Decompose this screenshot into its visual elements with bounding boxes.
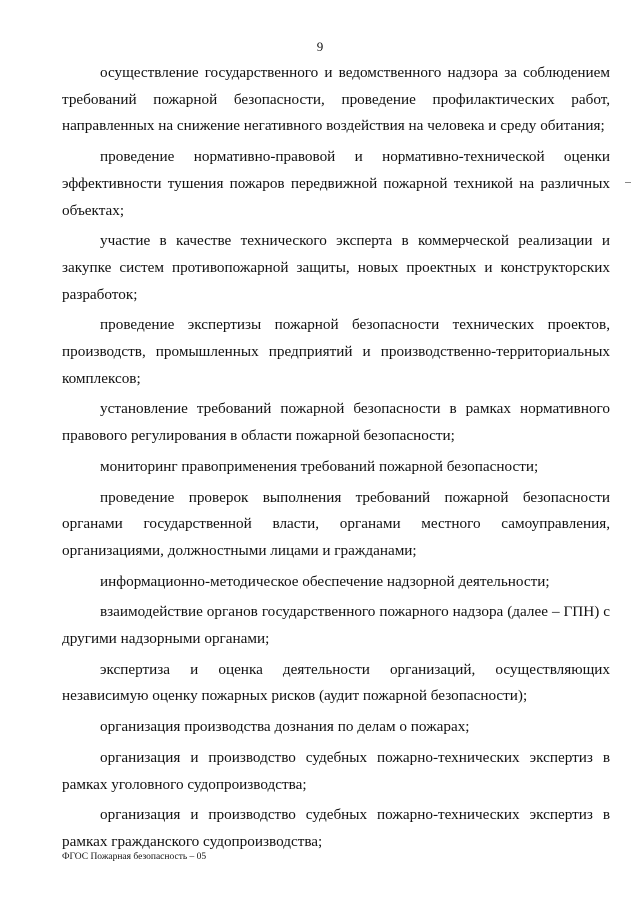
paragraph: организация производства дознания по делам о пожарах; bbox=[100, 718, 470, 736]
scan-edge-mark bbox=[625, 182, 631, 183]
page-footer: ФГОС Пожарная безопасность – 05 bbox=[62, 852, 207, 862]
paragraph: установление требований пожарной безопасности в рамках нормативного правового регулирования в области пожарной безопасности; bbox=[62, 400, 610, 445]
paragraph: осуществление государственного и ведомственного надзора за соблюдением требований пожарной безопасности, проведение профилактических работ, направленных на снижение негативного воздействия на человека и среду обитания; bbox=[62, 64, 610, 135]
paragraph: участие в качестве технического эксперта в коммерческой реализации и закупке систем противопожарной защиты, новых проектных и конструкторских разработок; bbox=[62, 232, 610, 303]
document-body bbox=[62, 60, 610, 860]
paragraph: информационно-методическое обеспечение надзорной деятельности; bbox=[100, 572, 550, 590]
paragraph: экспертиза и оценка деятельности организаций, осуществляющих независимую оценку пожарных рисков (аудит пожарной безопасности); bbox=[62, 660, 610, 705]
paragraph: организация и производство судебных пожарно-технических экспертиз в рамках уголовного судопроизводства; bbox=[62, 748, 610, 793]
page-number: 9 bbox=[316, 39, 324, 54]
paragraph: проведение нормативно-правовой и нормативно-технической оценки эффективности тушения пожаров передвижной пожарной техникой на различных объектах; bbox=[62, 148, 610, 219]
paragraph: проведение проверок выполнения требований пожарной безопасности органами государственной власти, органами местного самоуправления, организациями, должностными лицами и гражданами; bbox=[62, 488, 610, 559]
paragraph: организация и производство судебных пожарно-технических экспертиз в рамках гражданского судопроизводства; bbox=[62, 806, 610, 850]
paragraph: мониторинг правоприменения требований пожарной безопасности; bbox=[100, 457, 539, 475]
paragraph: взаимодействие органов государственного пожарного надзора (далее – ГПН) с другими надзорными органами; bbox=[62, 603, 610, 648]
paragraph: проведение экспертизы пожарной безопасности технических проектов, производств, промышленных предприятий и производственно-территориальных комплексов; bbox=[62, 316, 610, 387]
